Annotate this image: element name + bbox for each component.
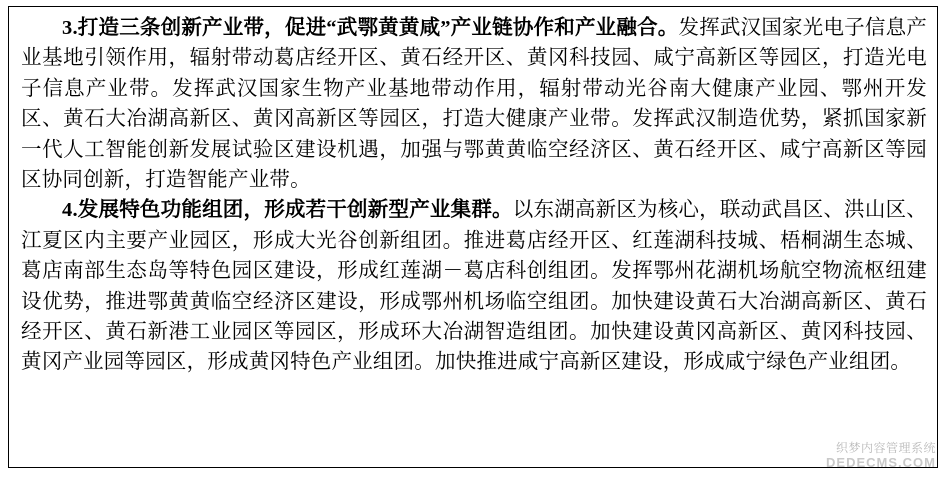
paragraph-3-number: 3. xyxy=(62,17,78,39)
paragraph-3-body: 发挥武汉国家光电子信息产业基地引领作用，辐射带动葛店经开区、黄石经开区、黄冈科技园、咸宁高新区等园区，打造光电子信息产业带。发挥武汉国家生物产业基地带动作用，辐射带动光谷南大健康产业园、鄂州开发区、黄石大冶湖高新区、黄冈高新区等园区，打造大健康产业带。发挥武汉制造优势，紧抓国家新一代人工智能创新发展试验区建设机遇，加强与鄂黄黄临空经济区、黄石经开区、咸宁高新区等园区协同创新，打造智能产业带。 xyxy=(21,17,927,192)
watermark-chinese: 织梦内容管理系统 xyxy=(835,441,936,456)
paragraph-4 xyxy=(21,195,927,377)
paragraph-3 xyxy=(21,13,927,195)
paragraph-4-body: 以东湖高新区为核心，联动武昌区、洪山区、江夏区内主要产业园区，形成大光谷创新组团。推进葛店经开区、红莲湖科技城、梧桐湖生态城、葛店南部生态岛等特色园区建设，形成红莲湖－葛店科创组团。发挥鄂州花湖机场航空物流枢纽建设优势，推进鄂黄黄临空经济区建设，形成鄂州机场临空组团。加快建设黄石大冶湖高新区、黄石经开区、黄石新港工业园区等园区，形成环大冶湖智造组团。加快建设黄冈高新区、黄冈科技园、黄冈产业园等园区，形成黄冈特色产业组团。加快推进咸宁高新区建设，形成咸宁绿色产业组团。 xyxy=(21,199,928,374)
paragraph-3-lead: 打造三条创新产业带，促进“武鄂黄黄咸”产业链协作和产业融合。 xyxy=(77,17,679,39)
document-text-frame xyxy=(8,6,938,468)
paragraph-4-number: 4. xyxy=(62,199,78,222)
watermark-english: DEDECMS.COM xyxy=(826,455,936,471)
paragraph-4-lead: 发展特色功能组团，形成若干创新型产业集群。 xyxy=(77,199,513,222)
